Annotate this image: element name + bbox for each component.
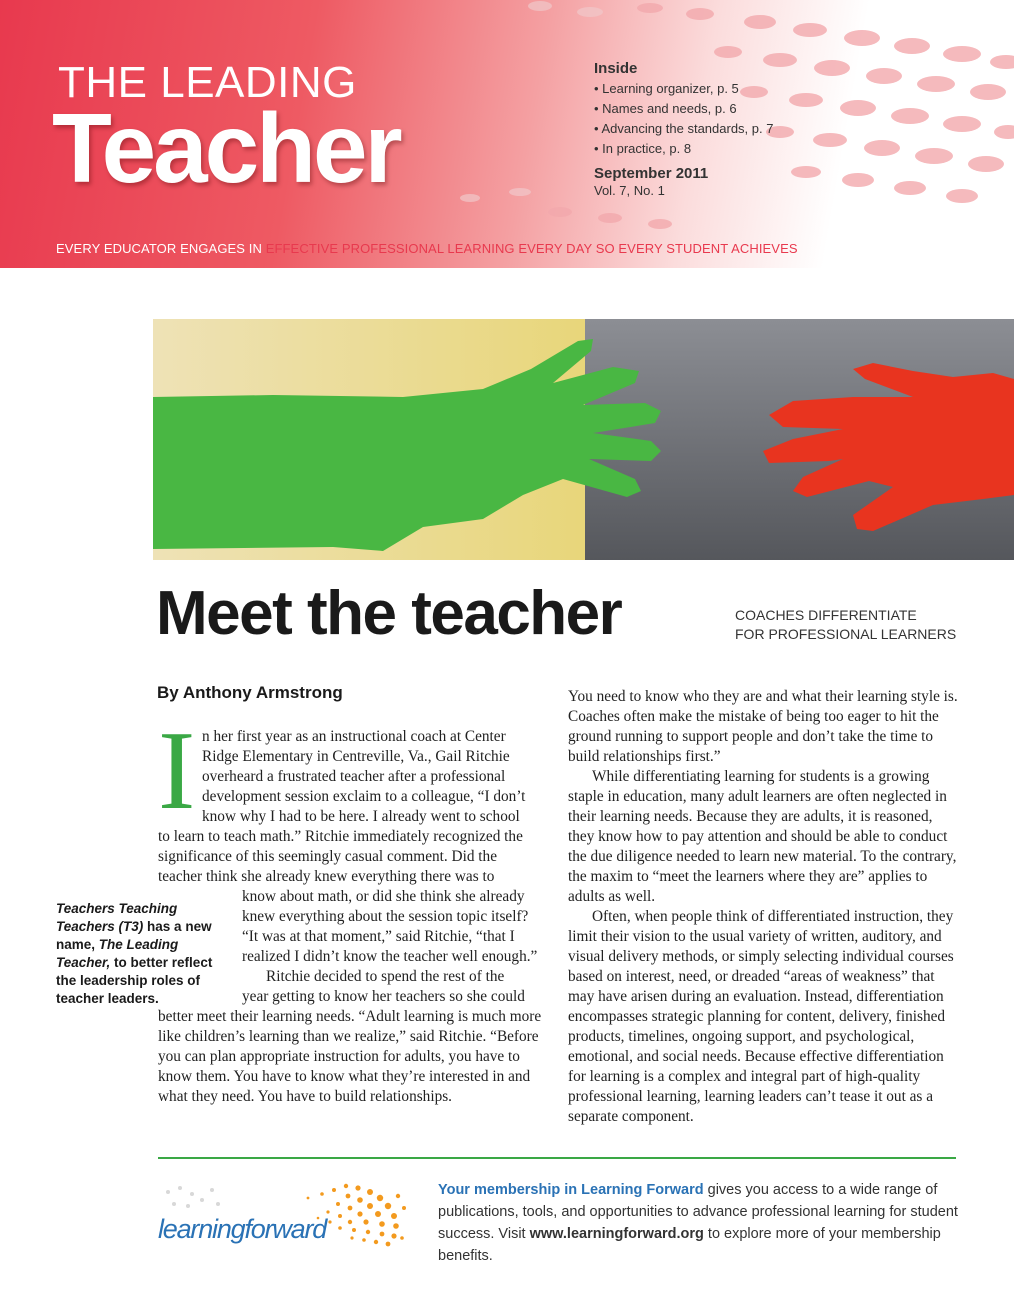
footer-text <box>438 1179 968 1267</box>
article-subhead <box>735 606 956 644</box>
inside-item[interactable]: • Names and needs, p. 6 <box>594 99 773 119</box>
article-paragraph: know about math, or did she think she already knew everything about the session topic itself? “It was at that moment,” said Ritchie, “that I realized I didn’t know the teacher well enough.” <box>242 888 538 965</box>
footer-divider <box>158 1157 956 1159</box>
sidebar-text: has a new name, <box>56 919 212 952</box>
issue-date: September 2011 <box>594 165 709 182</box>
issue-volume: Vol. 7, No. 1 <box>594 183 665 198</box>
sidebar-text: to better reflect the leadership roles of teacher leaders. <box>56 955 213 1006</box>
inside-title: Inside <box>594 60 638 77</box>
tagline-part2: EFFECTIVE PROFESSIONAL LEARNING EVERY DAY SO EVERY STUDENT ACHIEVES <box>265 241 798 256</box>
sidebar-italic: Teachers Teaching Teachers (T3) <box>56 901 178 934</box>
inside-list <box>594 79 773 159</box>
article-paragraph: Often, when people think of differentiated instruction, they limit their vision to the usual variety of written, auditory, and visual delivery methods, or simply selecting individual courses based on interest, need, or dreaded “areas of weakness” that may have arisen during an evaluation. Instead, differentiation encompasses strategic planning for content, delivery, finished products, timelines, ongoing support, and psychological, emotional, and social needs. Because effective differentiation for learning is a complex and integral part of high-quality professional learning, learning leaders can’t tease it out as a separate component. <box>568 908 954 1125</box>
footer-body: gives you access to a wide range of publications, tools, and opportunities to advance professional learning for student success. Visit <box>438 1182 958 1242</box>
footer-body: to explore more of your membership benefits. <box>438 1226 941 1264</box>
hero-illustration-hands <box>153 319 1014 560</box>
article-headline: Meet the teacher <box>156 579 622 648</box>
article-paragraph: While differentiating learning for students is a growing staple in education, many adult learners are often neglected in their learning needs. Because they are adults, it is reasoned, they know how to pay attention and should be able to conduct the due diligence needed to learn new material. To the contrary, the maxim to “meet the learners where they are” applies to adults as well. <box>568 768 957 905</box>
article-text: better meet their learning needs. “Adult learning is much more like children’s learning than we realize,” said Ritchie. “Before you can plan appropriate instruction for adults, you have to know them. You have to know what they’re interested in and what they need. You have to build relationships. <box>158 1008 542 1105</box>
inside-box <box>594 60 773 198</box>
article-text: n her first year as an instructional coach at Center Ridge Elementary in Centreville, Va., Gail Ritchie overheard a frustrated teacher after a professional development session exclaim to a colleague, “I don’t know why I had to be here. I already went to school <box>202 728 526 825</box>
tagline <box>56 241 798 256</box>
inside-item[interactable]: • Learning organizer, p. 5 <box>594 79 773 99</box>
inside-item[interactable]: • Advancing the standards, p. 7 <box>594 119 773 139</box>
logo-wordmark: learningforward <box>158 1214 327 1244</box>
inside-item[interactable]: • In practice, p. 8 <box>594 139 773 159</box>
tagline-part1: EVERY EDUCATOR ENGAGES IN <box>56 241 266 256</box>
article-paragraph: year getting to know her teachers so she could <box>242 988 525 1005</box>
byline: By Anthony Armstrong <box>157 683 343 702</box>
sidebar-italic: The Leading Teacher, <box>56 937 179 970</box>
subhead-line: COACHES DIFFERENTIATE <box>735 607 917 623</box>
sidebar-callout <box>56 900 222 1008</box>
drop-cap: I <box>158 709 196 833</box>
masthead-title-small: THE LEADING <box>58 58 357 107</box>
footer-lead: Your membership in Learning Forward <box>438 1182 704 1198</box>
article-text: to learn to teach math.” Ritchie immediately recognized the significance of this seemingly casual comment. Did the teacher think she already knew everything there was to <box>158 828 523 885</box>
masthead-title-big: Teacher <box>52 93 400 203</box>
footer-url-link[interactable]: www.learningforward.org <box>529 1226 704 1242</box>
masthead <box>0 0 1014 268</box>
article-column-2 <box>568 687 958 1127</box>
article-text <box>242 887 542 1007</box>
article-paragraph: You need to know who they are and what their learning style is. Coaches often make the mistake of being too eager to hit the ground running to support people and don’t take the time to build relationships first.” <box>568 688 958 765</box>
article-paragraph: Ritchie decided to spend the rest of the <box>266 968 505 985</box>
subhead-line: FOR PROFESSIONAL LEARNERS <box>735 626 957 642</box>
